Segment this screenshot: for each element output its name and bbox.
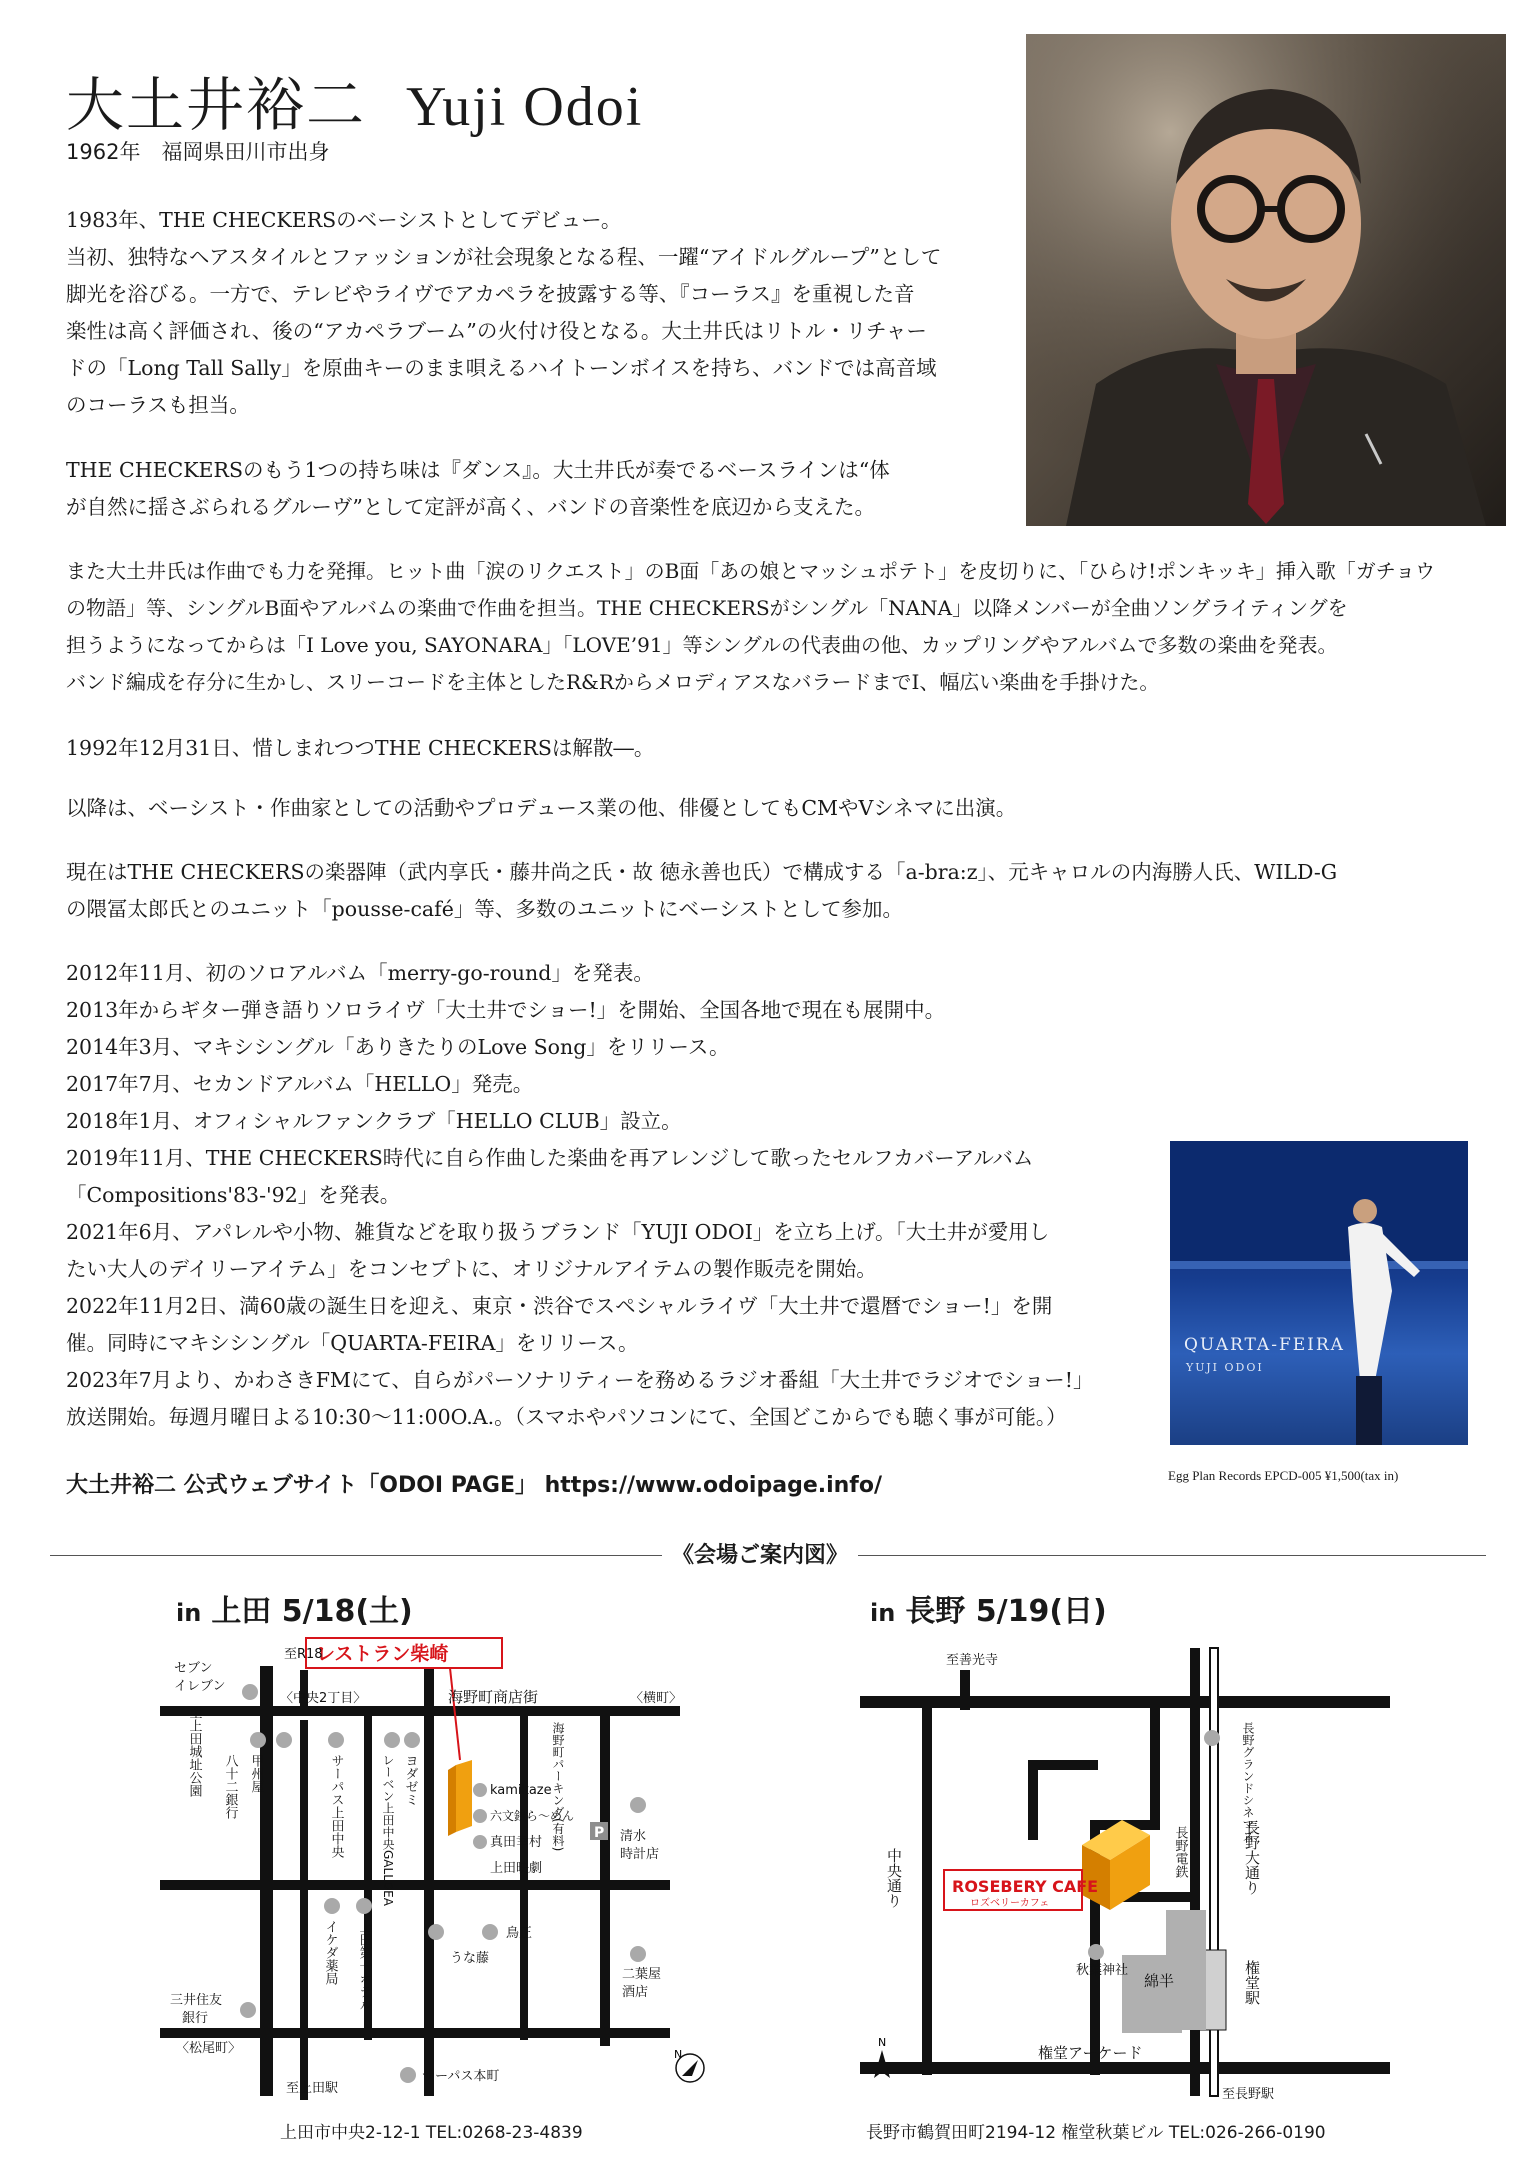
cd-cover-art <box>1170 1141 1468 1445</box>
ueda-road-h1 <box>160 1706 680 1716</box>
ueda-label-chuo2: 〈中央2丁目〉 <box>280 1691 367 1706</box>
nagano-label-chuo: 中央通り <box>885 1848 903 1908</box>
bio-line: 以降は、ベーシスト・作曲家としての活動やプロデュース業の他、俳優としてもCMやVシネマに出演。 <box>66 796 1017 820</box>
nagano-road-chuo <box>922 1700 932 2075</box>
bio-paragraph-4 <box>66 730 654 767</box>
nagano-label-odori: 長野大通り <box>1243 1820 1261 1895</box>
nagano-venue-name: ROSEBERY CAFE <box>952 1877 1099 1896</box>
ueda-label-yokomachi: 〈横町〉 <box>630 1691 683 1706</box>
ueda-road-v3 <box>300 1720 308 2100</box>
timeline-line: 2023年7月より、かわさきFMにて、自らがパーソナリティーを務めるラジオ番組「大土井でラジオでショー!」 <box>66 1368 1094 1392</box>
bio-line: 現在はTHE CHECKERSの楽器陣（武内享氏・藤井尚之氏・故 徳永善也氏）で構成する「a-bra:z」、元キャロルの内海勝人氏、WILD-G <box>66 860 1338 884</box>
cd-cover <box>1170 1141 1468 1445</box>
venue-section-title: 《会場ご案内図》 <box>662 1538 858 1569</box>
nagano-in-label: in <box>870 1599 896 1627</box>
ueda-road-h2 <box>160 1880 670 1890</box>
ueda-label-parking: 海野町パーキング(有料) <box>551 1722 565 1852</box>
ueda-label-seven: セブン <box>174 1661 213 1676</box>
ueda-label-station: 至上田駅 <box>286 2081 339 2096</box>
timeline-line: たい大人のデイリーアイテム」をコンセプトに、オリジナルアイテムの製作販売を開始。 <box>66 1257 877 1281</box>
nagano-road-h2 <box>860 2062 1390 2074</box>
bio-paragraph-2 <box>66 452 890 526</box>
timeline-line: 「Compositions'83-'92」を発表。 <box>66 1183 401 1207</box>
bio-timeline <box>66 955 1093 1436</box>
bio-paragraph-1 <box>66 202 941 424</box>
nagano-road-h-left <box>1028 1760 1098 1770</box>
timeline-line: 2021年6月、アパレルや小物、雑貨などを取り扱うブランド「YUJI ODOI」を立ち上げ。「大土井が愛用し <box>66 1220 1050 1244</box>
nagano-map <box>860 1630 1420 2110</box>
ueda-label-koshu: 甲州屋 <box>248 1754 264 1793</box>
ueda-label-matsuo: 〈松尾町〉 <box>176 2041 242 2056</box>
nagano-dot-akiba <box>1088 1944 1104 1960</box>
timeline-line: 2014年3月、マキシシングル「ありきたりのLove Song」をリリース。 <box>66 1035 730 1059</box>
ueda-roads <box>160 1666 683 2100</box>
ueda-address: 上田市中央2-12-1 TEL:0268-23-4839 <box>280 2123 583 2143</box>
timeline-line: 2017年7月、セカンドアルバム「HELLO」発売。 <box>66 1072 534 1096</box>
nagano-road-diag-a <box>1150 1700 1160 1820</box>
ueda-north-icon <box>674 2048 704 2082</box>
timeline-line: 2019年11月、THE CHECKERS時代に自ら作曲した楽曲を再アレンジして歌ったセルフカバーアルバム <box>66 1146 1034 1170</box>
ueda-label-castle: 至上田城址公園 <box>186 1706 202 1797</box>
nagano-label-arcade: 権堂アーケード <box>1038 2044 1143 2062</box>
ueda-parking-p: P <box>594 1825 605 1841</box>
bio-line: 1983年、THE CHECKERSのベーシストとしてデビュー。 <box>66 208 622 232</box>
nagano-north-label: N <box>878 2036 887 2049</box>
ueda-label-eleven: イレブン <box>174 1679 226 1694</box>
nagano-road-h1 <box>860 1696 1390 1708</box>
birth-info: 1962年 福岡県田川市出身 <box>66 140 330 164</box>
bio-line: が自然に揺さぶられるグルーヴ”として定評が高く、バンドの音楽性を底辺から支えた。 <box>66 495 875 519</box>
nagano-label-to-station: 至長野駅 <box>1222 2087 1275 2102</box>
bio-line: 楽性は高く評価され、後の“アカペラブーム”の火付け役となる。大土井氏はリトル・リチャー <box>66 319 927 343</box>
ueda-heading <box>176 1586 413 1630</box>
nagano-label-gondo-st: 権堂駅 <box>1243 1960 1261 2005</box>
nagano-heading <box>870 1586 1107 1630</box>
ueda-label-sakaten: 酒店 <box>622 1985 649 2000</box>
name-jp: 大土井裕二 <box>66 71 367 139</box>
nagano-label-zenkoji: 至善光寺 <box>946 1653 999 1668</box>
ueda-label-rokumon: 六文銭ら～めん <box>490 1809 575 1823</box>
bio-line: ドの「Long Tall Sally」を原曲キーのまま唄えるハイトーンボイスを持ち、バンドでは高音域 <box>66 356 937 380</box>
ueda-label-r18: 至R18 <box>284 1647 323 1662</box>
nagano-address: 長野市鶴賀田町2194-12 権堂秋葉ビル TEL:026-266-0190 <box>866 2123 1326 2143</box>
ueda-venue-name: レストラン柴崎 <box>316 1643 449 1665</box>
ueda-label-dai1: 上田第一ホテル <box>356 1920 372 2011</box>
cd-caption: Egg Plan Records EPCD-005 ¥1,500(tax in) <box>1168 1468 1399 1483</box>
cd-artist: YUJI ODOI <box>1186 1361 1264 1374</box>
nagano-label-menhan: 綿半 <box>1144 1972 1175 1990</box>
bio-line: 脚光を浴びる。一方で、テレビやライヴでアカペラを披露する等、『コーラス』を重視した音 <box>66 282 915 306</box>
ueda-label-eigeki: 上田映劇 <box>490 1861 543 1876</box>
nagano-date: 長野 5/19(日) <box>905 1594 1107 1629</box>
ueda-road-v6 <box>600 1716 610 2046</box>
website-link[interactable]: 大土井裕二 公式ウェブサイト「ODOI PAGE」 https://www.odoipage.info/ <box>66 1473 883 1498</box>
bio-line: 1992年12月31日、惜しまれつつTHE CHECKERSは解散―。 <box>66 736 655 760</box>
bio-line: 当初、独特なヘアスタイルとファッションが社会現象となる程、一躍“アイドルグループ”として <box>66 245 942 269</box>
nagano-road-zenkoji <box>960 1670 970 1710</box>
ueda-label-unno-st: 海野町商店街 <box>448 1688 539 1706</box>
timeline-line: 2012年11月、初のソロアルバム「merry-go-round」を発表。 <box>66 961 654 985</box>
ueda-label-cerpas-hon: サーパス本町 <box>422 2069 500 2084</box>
ueda-date: 上田 5/18(土) <box>211 1594 413 1629</box>
nagano-dot-grand <box>1204 1730 1220 1746</box>
page-title <box>66 58 643 142</box>
timeline-line: 放送開始。毎週月曜日よる10:30～11:00O.A.。（スマホやパソコンにて、全国どこからでも聴く事が可能。） <box>66 1405 1067 1429</box>
ueda-north-label: N <box>674 2048 683 2061</box>
timeline-line: 2022年11月2日、満60歳の誕生日を迎え、東京・渋谷でスペシャルライヴ「大土井で還暦でショー!」を開 <box>66 1294 1053 1318</box>
bio-line: バンド編成を存分に生かし、スリーコードを主体としたR&RからメロディアスなバラードまでⅠ、幅広い楽曲を手掛けた。 <box>66 670 1160 694</box>
ueda-label-cerpas-ueda: サーパス上田中央 <box>328 1754 344 1858</box>
ueda-road-h3 <box>160 2028 670 2038</box>
ueda-label-tokeiten: 時計店 <box>620 1847 660 1862</box>
ueda-label-yodazemi: ヨダゼミ <box>402 1754 418 1806</box>
ueda-label-futaba: 二葉屋 <box>622 1967 662 1982</box>
timeline-line: 2013年からギター弾き語りソロライヴ「大土井でショー!」を開始、全国各地で現在も展開中。 <box>66 998 946 1022</box>
nagano-label-grand: 長野グランドシネマズ <box>1241 1722 1255 1842</box>
ueda-label-mitsui: 三井住友 <box>170 1993 223 2008</box>
ueda-venue-building <box>456 1760 472 1832</box>
ueda-in-label: in <box>176 1599 202 1627</box>
nagano-venue-kana: ロズベリーカフェ <box>970 1898 1050 1909</box>
ueda-label-kamikaze: kamikaze <box>490 1783 552 1798</box>
ueda-label-sanada: 真田幸村 <box>490 1835 543 1850</box>
nagano-label-dentetsu: 長野電鉄 <box>1172 1826 1188 1878</box>
nagano-north-icon <box>874 2036 890 2078</box>
nagano-label-akiba: 秋葉神社 <box>1076 1963 1129 1978</box>
ueda-map <box>160 1630 720 2110</box>
ueda-label-ginko: 銀行 <box>182 2011 209 2026</box>
nagano-road-v-left <box>1028 1760 1038 1840</box>
bio-line: また大土井氏は作曲でも力を発揮。ヒット曲「涙のリクエスト」のB面「あの娘とマッシュポテト」を皮切りに、「ひらけ!ポンキッキ」挿入歌「ガチョウ <box>66 559 1436 583</box>
bio-line: THE CHECKERSのもう1つの持ち味は『ダンス』。大土井氏が奏でるベースラインは“体 <box>66 458 890 482</box>
bio-paragraph-6 <box>66 854 1337 928</box>
portrait-illustration <box>1026 34 1506 526</box>
ueda-road-v5 <box>520 1716 528 2040</box>
name-en: Yuji Odoi <box>406 76 644 138</box>
timeline-line: 催。同時にマキシシングル「QUARTA-FEIRA」をリリース。 <box>66 1331 639 1355</box>
ueda-label-unafuji: うな藤 <box>450 1951 490 1966</box>
bio-line: 担うようになってからは「I Love you, SAYONARA」「LOVE’91」等シングルの代表曲の他、カップリングやアルバムで多数の楽曲を発表。 <box>66 633 1338 657</box>
ueda-label-galldea: レーベン上田中央GALLDEA <box>381 1754 395 1906</box>
bio-paragraph-3 <box>66 553 1435 701</box>
bio-line: のコーラスも担当。 <box>66 393 250 417</box>
ueda-label-ikeda: イケダ薬局 <box>322 1920 338 1985</box>
ueda-label-hachijuni: 八十二銀行 <box>222 1754 238 1819</box>
nagano-menhan-building-2 <box>1122 1955 1182 2033</box>
bio-line: の物語」等、シングルB面やアルバムの楽曲で作曲を担当。THE CHECKERSがシングル「NANA」以降メンバーが全曲ソングライティングを <box>66 596 1348 620</box>
cd-title: QUARTA-FEIRA <box>1184 1335 1345 1355</box>
bio-paragraph-5 <box>66 790 1016 827</box>
bio-line: の隈冨太郎氏とのユニット「pousse-café」等、多数のユニットにベーシストとして参加。 <box>66 897 904 921</box>
portrait-photo <box>1026 34 1506 526</box>
ueda-label-torisho: 鳥正 <box>506 1926 533 1941</box>
ueda-label-shimizu: 清水 <box>620 1829 647 1844</box>
timeline-line: 2018年1月、オフィシャルファンクラブ「HELLO CLUB」設立。 <box>66 1109 682 1133</box>
